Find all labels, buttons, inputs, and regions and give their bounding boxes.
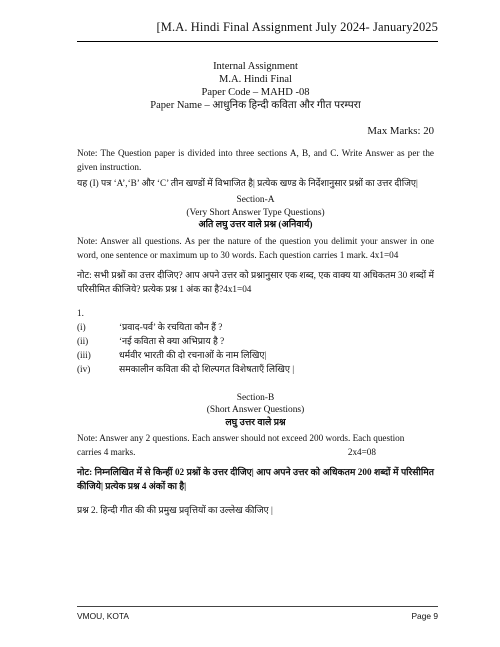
section-a-hindi-title: अति लघु उत्तर वाले प्रश्न (अनिवार्य) [198, 220, 313, 230]
header-divider [77, 41, 438, 42]
section-a-title: Section-A [236, 195, 275, 205]
list-item-text: समकालीन कविता की दो शिल्पगत विशेषताएँ लिखिए | [119, 363, 295, 374]
document-header: [M.A. Hindi Final Assignment July 2024- January2025 [156, 20, 438, 34]
section-a-subtitle: (Very Short Answer Type Questions) [186, 207, 325, 218]
section-b-note-en: Note: Answer any 2 questions. Each answer should not exceed 200 words. Each question [77, 433, 405, 443]
course-title: M.A. Hindi Final [219, 74, 292, 85]
internal-assignment-title: Internal Assignment [213, 61, 298, 72]
list-item [77, 320, 434, 334]
paper-code: Paper Code – MAHD -08 [201, 87, 310, 98]
list-item-text: ‘प्रवाद-पर्व’ के रचयिता कौन हैं ? [119, 321, 223, 332]
max-marks: Max Marks: 20 [367, 125, 434, 137]
list-item-number: (iii) [77, 349, 91, 360]
question-2: प्रश्न 2. हिन्दी गीत की की प्रमुख प्रवृत्तियों का उल्लेख कीजिए | [77, 505, 273, 515]
page-number: Page 9 [411, 611, 438, 621]
list-item-number: (iv) [77, 363, 91, 374]
question-1-number: 1. [77, 307, 84, 318]
list-item-number: (ii) [77, 335, 89, 346]
section-b-note-en-end [77, 445, 434, 459]
list-item-number: (i) [77, 321, 86, 332]
general-note-hi: यह (I) पत्र ‘A’,‘B’ और ‘C’ तीन खण्डों में विभाजित है| प्रत्येक खण्ड के निर्देशानुसार प्रश्नों का उत्तर दीजिए| [77, 178, 418, 188]
section-b-note-en-tail: carries 4 marks. [77, 447, 136, 457]
footer-institution: VMOU, KOTA [77, 611, 129, 621]
general-note-en: Note: The Question paper is divided into three sections A, B, and C. Write Answer as per the given instruction. [77, 148, 434, 172]
list-item [77, 348, 434, 362]
page-content [77, 60, 434, 517]
section-a-note-hi: नोट: सभी प्रश्नों का उत्तर दीजिए? आप अपने उत्तर को प्रश्नानुसार एक शब्द, एक वाक्य या अधिकतम 30 शब्दों में परिसीमित कीजिये? प्रत्येक प्रश्न 1 अंक का है?4x1=04 [77, 269, 434, 294]
list-item-text: धर्मवीर भारती की दो रचनाओं के नाम लिखिए| [119, 349, 267, 360]
section-b-note-hi: नोट: निम्नलिखित में से किन्हीं 02 प्रश्नों के उत्तर दीजिए| आप अपने उत्तर को अधिकतम 200 शब्दों में परिसीमित कीजिये| प्रत्येक प्रश्न 4 अंकों का है| [77, 467, 434, 491]
section-b-marks: 2x4=08 [347, 447, 376, 457]
section-b-hindi-title: लघु उत्तर वाले प्रश्न [225, 417, 286, 428]
list-item-text: ‘नई कविता से क्या अभिप्राय है ? [119, 335, 225, 346]
paper-name: Paper Name – आधुनिक हिन्दी कविता और गीत परम्परा [150, 100, 361, 111]
section-b-title: Section-B [236, 392, 275, 403]
list-item [77, 362, 434, 376]
footer-divider [77, 606, 438, 607]
list-item [77, 334, 434, 348]
section-a-note-en: Note: Answer all questions. As per the nature of the question you delimit your answer in one word, one sentence or maximum up to 30 words. Each question carries 1 mark. 4x1=04 [77, 235, 434, 260]
section-b-subtitle: (Short Answer Questions) [206, 405, 305, 415]
